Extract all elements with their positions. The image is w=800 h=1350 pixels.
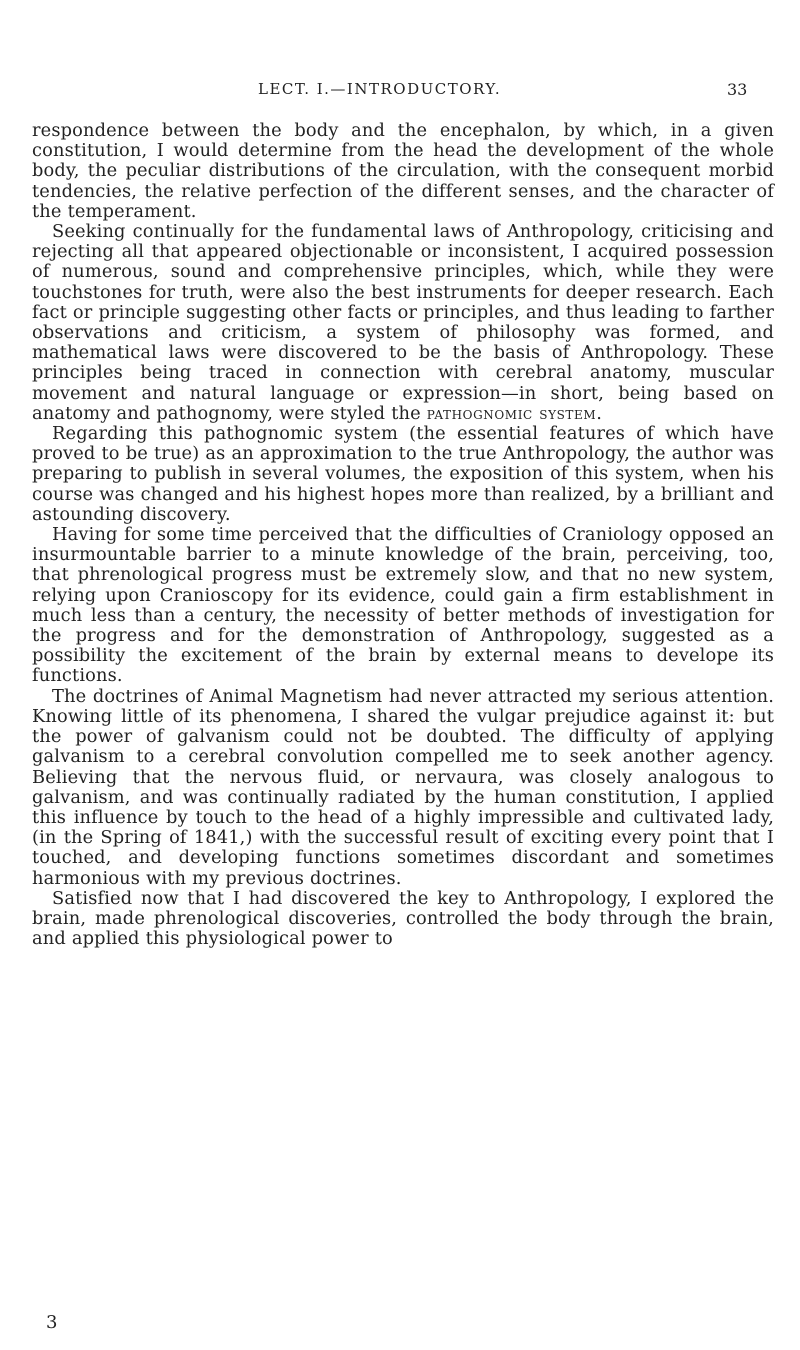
paragraph-animal-magnetism: The doctrines of Animal Magnetism had never attracted my serious attention. Knowing little of its phenomena, I shared the vulgar prejudice against it: but the power of galvanism could not be doubted. The difficulty of applying galvanism to a cerebral convolution compelled me to seek another agency. Believing that the nervous fluid, or nervaura, was closely analogous to galvanism, and was continually radiated by the human constitution, I applied this influence by touch to the head of a highly impressible and cultivated lady, (in the Spring of 1841,) with the successful result of exciting every point that I touched, and developing functions sometimes discordant and sometimes harmonious with my previous doctrines. <box>32 685 774 889</box>
paragraph-craniology: Having for some time perceived that the difficulties of Craniology opposed an insurmountable barrier to a minute knowledge of the brain, perceiving, too, that phrenological progress must be extremely slow, and that no new system, relying upon Cranioscopy for its evidence, could gain a firm establishment in much less than a century, the necessity of better methods of investigation for the progress and for the demonstration of Anthropology, suggested as a possibility the excitement of the brain by external means to develope its functions. <box>32 524 774 687</box>
paragraph-anthropology-laws <box>32 222 774 424</box>
paragraph-continuation: respondence between the body and the encephalon, by which, in a given constitution, I would determine from the head the development of the whole body, the peculiar distributions of the circulation, with the consequent morbid tendencies, the relative perfection of the different senses, and the character of the temperament. <box>32 120 774 222</box>
running-title: LECT. I.—INTRODUCTORY. <box>258 80 502 98</box>
body-text <box>32 121 774 949</box>
paragraph-text: Seeking continually for the fundamental laws of Anthropology, criticising and rejecting all that appeared objectionable or inconsistent, I acquired possession of numerous, sound and comprehensive principles, which, while they were touchstones for truth, were also the best instruments for deeper research. Each fact or principle suggesting other facts or principles, and thus leading to farther observations and criticism, a system of philosophy was formed, and mathematical laws were discovered to be the basis of Anthropology. These principles being traced in connection with cerebral anatomy, muscular movement and natural language or expression—in short, being based on anatomy and pathognomy, were styled the <box>32 221 774 424</box>
pathognomic-system-term: pathognomic system. <box>426 402 603 424</box>
paragraph-pathognomic-system: Regarding this pathognomic system (the essential features of which have proved to be true) as an approximation to the true Anthropology, the author was preparing to publish in several volumes, the exposition of this system, when his course was changed and his highest hopes more than realized, by a brilliant and astounding discovery. <box>32 423 774 525</box>
paragraph-key-discovery: Satisfied now that I had discovered the key to Anthropology, I explored the brain, made phrenological discoveries, controlled the body through the brain, and applied this physiological power to <box>32 887 774 950</box>
signature-mark: 3 <box>46 1312 58 1333</box>
page-number: 33 <box>727 80 748 99</box>
